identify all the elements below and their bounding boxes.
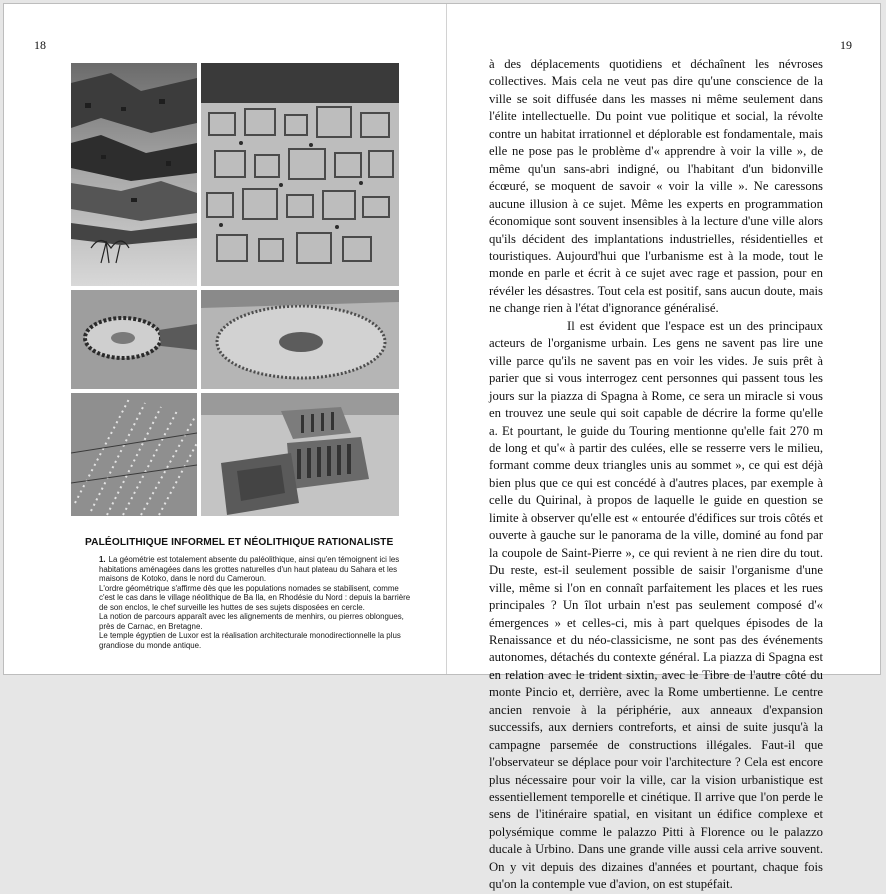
caption-title: PALÉOLITHIQUE INFORMEL ET NÉOLITHIQUE RATIONALISTE <box>85 537 394 548</box>
photo-kotoko-houses <box>201 63 399 286</box>
caption-line: Le temple égyptien de Luxor est la réalisation architecturale monodirectionnelle la plus grandiose du monde antique. <box>99 631 401 650</box>
body-paragraph: à des déplacements quotidiens et déchaînent les névroses collectives. Mais cela ne veut pas dire qu'une conscience de la ville se soit diffusée dans les masses ni même seulement dans l'élite intellectuelle. Du point vue politique et social, la révolte contre un habitat irrationnel et déplorable est fondamentale, mais elle ne pose pas le problème d'« apprendre à voir la ville », de même qu'un sans-abri indigné, ou l'habitant d'un bidonville écœuré, se moquent de savoir « voir la ville ». Ne caressons aucune illusion à ce sujet. Même les experts en programmation économique sont souvent insensibles à la lecture d'une ville alors qu'ils décident des implantations industrielles, résidentielles et touristiques. Aujourd'hui que l'urbanisme est à la mode, tout le monde en parle et écrit à ce sujet avec rage et passion, pour en révéler les désastres. Tout cela est positif, sans aucun doute, mais ne change rien à l'état d'ignorance généralisé. <box>489 57 823 316</box>
caption-line <box>99 555 411 584</box>
caption-line: La notion de parcours apparaît avec les alignements de menhirs, ou pierres oblongues, près de Carnac, en Bretagne. <box>99 612 404 631</box>
caption-body <box>99 555 411 650</box>
page-gutter <box>446 4 447 674</box>
photo-plate <box>71 63 399 516</box>
caption-text-1: La géométrie est totalement absente du paléolithique, ainsi qu'en témoignent ici les habitations aménagées dans les grottes naturelles d'un haut plateau du Sahara et les maisons de Kotoko, dans le nord du Cameroun. <box>99 555 400 584</box>
photo-carnac-menhirs <box>71 393 197 516</box>
right-page-number: 19 <box>840 38 852 52</box>
body-paragraph: Il est évident que l'espace est un des principaux acteurs de l'organisme urbain. Les gens ne savent pas lire une ville parce qu'ils ne savent pas en voir les vides. Je suis prêt à parier que si vous interrogez cent personnes qui passent tous les jours sur la piazza di Spagna à Rome, ce sera un miracle si vous en trouvez une seule qui soit capable de décrire la forme qu'elle a. Et pourtant, le guide du Touring mentionne qu'elle fait 270 m de long et qu'« à partir des culées, elle se resserre vers le milieu, formant comme deux triangles unis au sommet », ce qui est déjà bien plus que ce qui est concédé à d'autres places, par exemple à celle du Quirinal, à propos de laquelle le guide en question se limite à observer qu'elle est « entourée d'édifices sur trois côtés et ouverte à gauche sur le panorama de la ville, dominé au fond par la coupole de Saint-Pierre », ce qui revient à ne rien dire du tout. Du reste, est-il seulement possible de saisir l'organisme d'une ville, même si l'on en connaît parfaitement les places et les rues principales ? Un îlot urbain n'est pas seulement composé d'« émergences » et celles-ci, mis à part quelques épisodes de la Renaissance et du néo-classicisme, ne sont pas des événements autonomes, détachés du contexte général. La piazza di Spagna est en relation avec le trident sixtin, avec le Tibre de l'autre côté du monte Pincio et, derrière, avec la Rome umbertienne. Le centre ancien renvoie à la périphérie, aux anneaux d'expansion successifs, aux derniers contreforts, et ainsi de suite jusqu'à la campagne parsemée de constructions illégales. Faut-il que l'observateur se déplace pour voir l'architecture ? Cela est encore plus nécessaire pour voir la ville, car la vision urbanistique est essentiellement temporelle et cinétique. Il arrive que l'on perde le sens de l'itinéraire spatial, en visitant un édifice complexe et polysémique comme le palazzo Pitti à Florence ou le palazzo ducale à Urbino. Dans une grande ville aussi cela arrive souvent. On y vit depuis des dizaines d'années et pourtant, chaque fois qu'on la contemple vue d'avion, on est stupéfait. <box>489 318 823 892</box>
photo-aerial-circle <box>201 290 399 389</box>
caption-line: L'ordre géométrique s'affirme dès que les populations nomades se stabilisent, comme c'est le cas dans le village néolithique de Ba Ila, en Rhodésie du Nord : depuis la barrière de son enclos, le chef surveille les huttes de ses sujets disposées en cercle. <box>99 583 411 612</box>
photo-ba-ila-village <box>71 290 197 389</box>
caption-number: 1. <box>99 555 106 564</box>
body-text <box>489 56 823 894</box>
photo-luxor-temple <box>201 393 399 516</box>
left-page-number: 18 <box>34 38 46 52</box>
book-spread <box>3 3 881 892</box>
photo-cliff-dwellings <box>71 63 197 286</box>
